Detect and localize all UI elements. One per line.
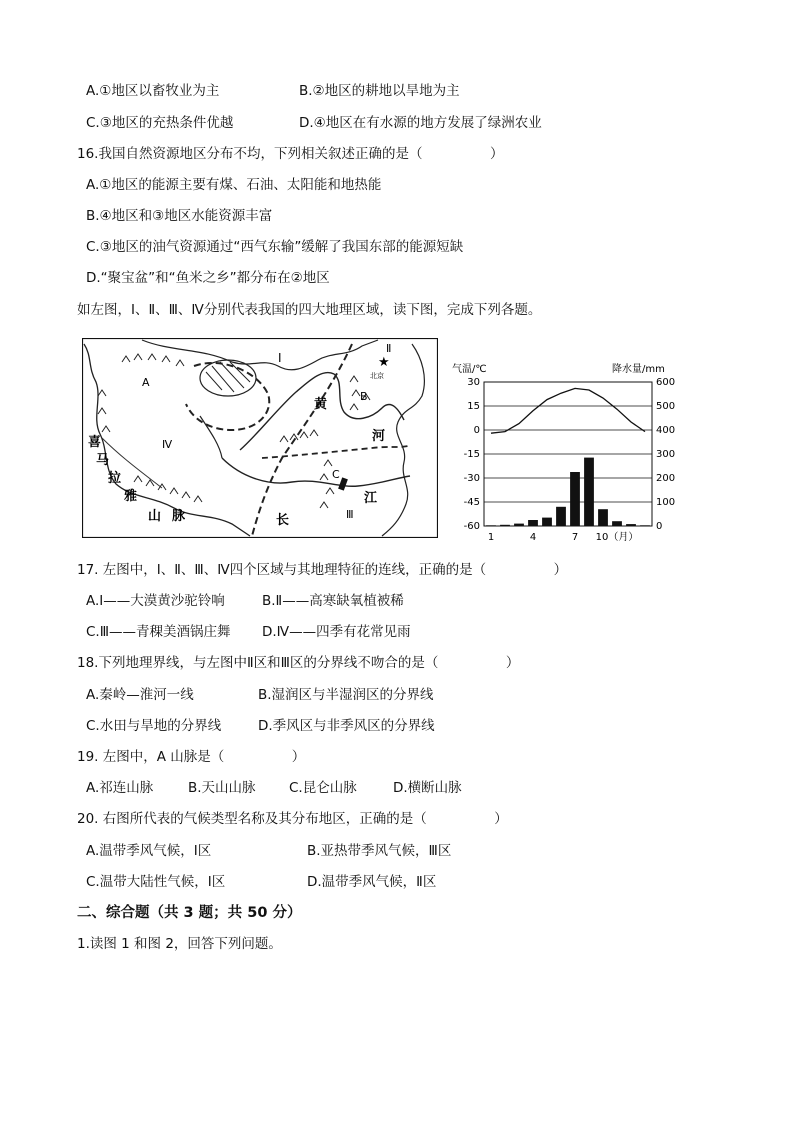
- precipitation-bar: [486, 525, 496, 526]
- q17-stem: 17. 左图中，Ⅰ、Ⅱ、Ⅲ、Ⅳ四个区域与其地理特征的连线，正确的是（ ）: [77, 562, 568, 578]
- left-axis-label: 气温/℃: [452, 364, 487, 375]
- q20-option-a: A.温带季风气候，Ⅰ区: [86, 843, 212, 859]
- q19-option-d: D.横断山脉: [393, 780, 462, 796]
- precipitation-bar: [528, 520, 538, 526]
- q16-option-d: D.“聚宝盆”和“鱼米之乡”都分布在②地区: [86, 270, 330, 286]
- map-yangtze-2: 江: [364, 491, 378, 506]
- x-tick-label: 4: [529, 532, 537, 543]
- right-tick-label: 0: [656, 521, 663, 532]
- map-himalaya-3: 拉: [108, 471, 122, 486]
- map-yangtze-1: 长: [276, 513, 290, 528]
- chart-grid: [484, 382, 652, 526]
- map-star-label: 北京: [370, 372, 384, 380]
- right-tick-label: 300: [656, 449, 676, 460]
- map-himalaya-5: 山: [148, 509, 162, 524]
- x-tick-label: 7: [571, 532, 579, 543]
- q15-option-c: C.③地区的充热条件优越: [86, 115, 234, 131]
- temperature-line: [491, 388, 645, 433]
- q15-option-b: B.②地区的耕地以旱地为主: [299, 83, 460, 99]
- map-region-3: Ⅲ: [346, 508, 354, 521]
- map-himalaya-2: 马: [96, 453, 110, 468]
- map-region-1: Ⅰ: [278, 351, 282, 365]
- q19-stem: 19. 左图中，A 山脉是（ ）: [77, 749, 306, 765]
- figure-intro: 如左图，Ⅰ、Ⅱ、Ⅲ、Ⅳ分别代表我国的四大地理区域，读下图，完成下列各题。: [77, 302, 542, 318]
- map-region-2: Ⅱ: [386, 342, 392, 355]
- precipitation-bar: [542, 518, 552, 526]
- x-tick-label: 1: [487, 532, 495, 543]
- map-region-4: Ⅳ: [162, 438, 173, 451]
- q17-option-d: D.Ⅳ——四季有花常见雨: [262, 624, 411, 640]
- right-tick-label: 200: [656, 473, 676, 484]
- map-label-b: B: [360, 390, 368, 403]
- q18-stem: 18.下列地理界线，与左图中Ⅱ区和Ⅲ区的分界线不吻合的是（ ）: [77, 655, 520, 671]
- q20-option-b: B.亚热带季风气候，Ⅲ区: [307, 843, 452, 859]
- left-tick-label: 30: [467, 377, 480, 388]
- precipitation-bar: [626, 524, 636, 526]
- q18-option-c: C.水田与旱地的分界线: [86, 718, 222, 734]
- map-himalaya-4: 雅: [124, 489, 138, 504]
- precipitation-bar: [612, 521, 622, 526]
- precipitation-bar: [500, 525, 510, 526]
- q19-option-a: A.祁连山脉: [86, 780, 154, 796]
- q20-option-d: D.温带季风气候，Ⅱ区: [307, 874, 437, 890]
- q18-option-b: B.湿润区与半湿润区的分界线: [258, 687, 434, 703]
- q18-option-d: D.季风区与非季风区的分界线: [258, 718, 435, 734]
- right-tick-label: 400: [656, 425, 676, 436]
- q17-option-a: A.Ⅰ——大漠黄沙驼铃响: [86, 593, 225, 609]
- map-yellow-river-1: 黄: [314, 397, 328, 412]
- map-label-c: C: [332, 468, 340, 481]
- q17-option-c: C.Ⅲ——青稞美酒锅庄舞: [86, 624, 231, 640]
- precipitation-bar: [640, 525, 650, 526]
- section-q1: 1.读图 1 和图 2，回答下列问题。: [77, 936, 282, 952]
- q16-option-b: B.④地区和③地区水能资源丰富: [86, 208, 273, 224]
- precipitation-bar: [514, 524, 524, 526]
- q20-stem: 20. 右图所代表的气候类型名称及其分布地区，正确的是（ ）: [77, 811, 508, 827]
- china-regions-map: [82, 338, 438, 538]
- q18-option-a: A.秦岭—淮河一线: [86, 687, 194, 703]
- right-tick-label: 100: [656, 497, 676, 508]
- precipitation-bars: [486, 458, 650, 526]
- climate-chart: [448, 360, 688, 548]
- map-himalaya-6: 脉: [172, 509, 186, 524]
- right-axis-label: 降水量/mm: [612, 364, 665, 375]
- q16-stem: 16.我国自然资源地区分布不均，下列相关叙述正确的是（ ）: [77, 146, 504, 162]
- left-tick-label: -60: [463, 521, 480, 532]
- q19-option-c: C.昆仑山脉: [289, 780, 357, 796]
- left-tick-label: 0: [473, 425, 480, 436]
- precipitation-bar: [584, 458, 594, 526]
- q15-option-a: A.①地区以畜牧业为主: [86, 83, 220, 99]
- map-label-a: A: [142, 376, 150, 389]
- q19-option-b: B.天山山脉: [188, 780, 256, 796]
- map-yellow-river-2: 河: [372, 429, 386, 444]
- beijing-star-icon: ★: [378, 355, 390, 370]
- chart-tick-labels: [464, 377, 675, 543]
- q15-option-d: D.④地区在有水源的地方发展了绿洲农业: [299, 115, 542, 131]
- left-tick-label: -45: [463, 497, 480, 508]
- precipitation-bar: [598, 509, 608, 526]
- section-title: 二、综合题（共 3 题；共 50 分）: [77, 905, 302, 921]
- q20-option-c: C.温带大陆性气候，Ⅰ区: [86, 874, 226, 890]
- map-himalaya-1: 喜: [88, 435, 102, 450]
- q16-option-c: C.③地区的油气资源通过“西气东输”缓解了我国东部的能源短缺: [86, 239, 464, 255]
- q17-option-b: B.Ⅱ——高寒缺氧植被稀: [262, 593, 404, 609]
- left-tick-label: -15: [463, 449, 480, 460]
- left-tick-label: -30: [463, 473, 480, 484]
- q16-option-a: A.①地区的能源主要有煤、石油、太阳能和地热能: [86, 177, 382, 193]
- x-tick-label: 10（月）: [595, 532, 639, 543]
- precipitation-bar: [556, 507, 566, 526]
- left-tick-label: 15: [467, 401, 480, 412]
- right-tick-label: 500: [656, 401, 676, 412]
- precipitation-bar: [570, 472, 580, 526]
- right-tick-label: 600: [656, 377, 676, 388]
